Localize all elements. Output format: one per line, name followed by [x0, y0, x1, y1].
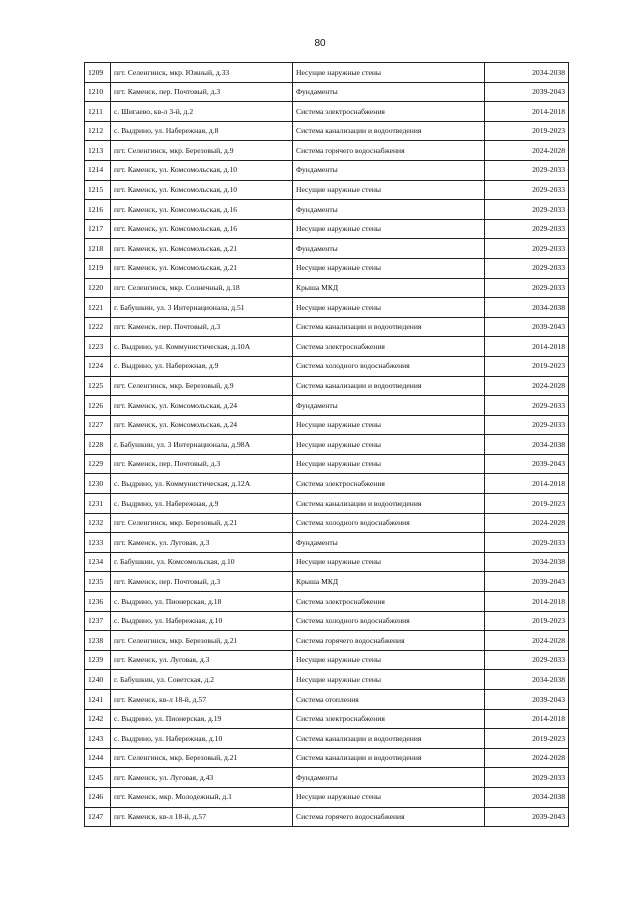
building-system-cell: Система отопления: [293, 690, 485, 710]
row-number-cell: 1247: [85, 807, 111, 827]
building-system-cell: Несущие наружные стены: [293, 219, 485, 239]
row-number-cell: 1237: [85, 611, 111, 631]
repair-period-cell: 2034-2038: [485, 298, 569, 318]
repair-period-cell: 2024-2028: [485, 631, 569, 651]
repair-period-cell: 2029-2033: [485, 768, 569, 788]
table-row: [85, 787, 569, 807]
row-number-cell: 1226: [85, 396, 111, 416]
building-system-cell: Система канализации и водоотведения: [293, 748, 485, 768]
row-number-cell: 1218: [85, 239, 111, 259]
repair-period-cell: 2014-2018: [485, 102, 569, 122]
table-row: [85, 200, 569, 220]
table-row: [85, 552, 569, 572]
repair-period-cell: 2039-2043: [485, 572, 569, 592]
row-number-cell: 1215: [85, 180, 111, 200]
table-row: [85, 317, 569, 337]
repair-period-cell: 2034-2038: [485, 552, 569, 572]
table-row: [85, 278, 569, 298]
address-cell: пгт. Каменск, пер. Почтовый, д.3: [111, 317, 293, 337]
row-number-cell: 1240: [85, 670, 111, 690]
table-row: [85, 63, 569, 83]
building-system-cell: Несущие наружные стены: [293, 552, 485, 572]
address-cell: с. Выдрино, ул. Набережная, д.8: [111, 121, 293, 141]
address-cell: с. Выдрино, ул. Пионерская, д.18: [111, 592, 293, 612]
row-number-cell: 1236: [85, 592, 111, 612]
repair-period-cell: 2039-2043: [485, 807, 569, 827]
building-system-cell: Фундаменты: [293, 396, 485, 416]
address-cell: пгт. Селенгинск, мкр. Березовый, д.21: [111, 513, 293, 533]
address-cell: пгт. Каменск, ул. Комсомольская, д.10: [111, 160, 293, 180]
repair-period-cell: 2019-2023: [485, 356, 569, 376]
repair-period-cell: 2039-2043: [485, 454, 569, 474]
repair-period-cell: 2039-2043: [485, 690, 569, 710]
address-cell: пгт. Каменск, ул. Комсомольская, д.24: [111, 396, 293, 416]
table-row: [85, 298, 569, 318]
table-row: [85, 494, 569, 514]
table-row: [85, 121, 569, 141]
table-row: [85, 533, 569, 553]
row-number-cell: 1243: [85, 729, 111, 749]
address-cell: г. Бабушкин, ул. 3 Интернационала, д.51: [111, 298, 293, 318]
table-row: [85, 474, 569, 494]
address-cell: с. Выдрино, ул. Коммунистическая, д.10А: [111, 337, 293, 357]
table-row: [85, 356, 569, 376]
repair-period-cell: 2029-2033: [485, 239, 569, 259]
repair-period-cell: 2014-2018: [485, 337, 569, 357]
building-system-cell: Несущие наружные стены: [293, 787, 485, 807]
row-number-cell: 1210: [85, 82, 111, 102]
building-system-cell: Фундаменты: [293, 200, 485, 220]
row-number-cell: 1222: [85, 317, 111, 337]
table-row: [85, 611, 569, 631]
building-system-cell: Система холодного водоснабжения: [293, 611, 485, 631]
row-number-cell: 1234: [85, 552, 111, 572]
repair-period-cell: 2034-2038: [485, 435, 569, 455]
address-cell: пгт. Каменск, пер. Почтовый, д.3: [111, 82, 293, 102]
address-cell: пгт. Селенгинск, мкр. Южный, д.33: [111, 63, 293, 83]
building-system-cell: Несущие наружные стены: [293, 435, 485, 455]
building-system-cell: Система горячего водоснабжения: [293, 807, 485, 827]
address-cell: с. Выдрино, ул. Набережная, д.10: [111, 729, 293, 749]
address-cell: с. Выдрино, ул. Пионерская, д.19: [111, 709, 293, 729]
table-row: [85, 572, 569, 592]
repair-period-cell: 2024-2028: [485, 376, 569, 396]
table-row: [85, 239, 569, 259]
building-system-cell: Система канализации и водоотведения: [293, 376, 485, 396]
address-cell: пгт. Селенгинск, мкр. Березовый, д.21: [111, 748, 293, 768]
address-cell: с. Выдрино, ул. Набережная, д.9: [111, 494, 293, 514]
row-number-cell: 1244: [85, 748, 111, 768]
row-number-cell: 1235: [85, 572, 111, 592]
table-row: [85, 592, 569, 612]
address-cell: пгт. Каменск, ул. Комсомольская, д.21: [111, 258, 293, 278]
row-number-cell: 1232: [85, 513, 111, 533]
building-system-cell: Несущие наружные стены: [293, 258, 485, 278]
repair-period-cell: 2019-2023: [485, 611, 569, 631]
address-cell: пгт. Каменск, кв-л 18-й, д.57: [111, 690, 293, 710]
address-cell: пгт. Каменск, ул. Комсомольская, д.10: [111, 180, 293, 200]
row-number-cell: 1214: [85, 160, 111, 180]
repair-period-cell: 2014-2018: [485, 474, 569, 494]
row-number-cell: 1212: [85, 121, 111, 141]
row-number-cell: 1221: [85, 298, 111, 318]
repair-period-cell: 2029-2033: [485, 200, 569, 220]
address-cell: пгт. Каменск, ул. Комсомольская, д.24: [111, 415, 293, 435]
address-cell: пгт. Каменск, пер. Почтовый, д.3: [111, 454, 293, 474]
row-number-cell: 1229: [85, 454, 111, 474]
building-system-cell: Фундаменты: [293, 239, 485, 259]
table-row: [85, 102, 569, 122]
row-number-cell: 1225: [85, 376, 111, 396]
row-number-cell: 1211: [85, 102, 111, 122]
address-cell: пгт. Каменск, ул. Луговая, д.3: [111, 650, 293, 670]
table-row: [85, 670, 569, 690]
building-system-cell: Система канализации и водоотведения: [293, 121, 485, 141]
repair-period-cell: 2029-2033: [485, 396, 569, 416]
building-system-cell: Несущие наружные стены: [293, 298, 485, 318]
building-system-cell: Система горячего водоснабжения: [293, 141, 485, 161]
address-cell: пгт. Селенгинск, мкр. Солнечный, д.18: [111, 278, 293, 298]
table-row: [85, 650, 569, 670]
repair-period-cell: 2039-2043: [485, 82, 569, 102]
table-row: [85, 376, 569, 396]
row-number-cell: 1223: [85, 337, 111, 357]
page-number: 80: [314, 38, 326, 49]
table-row: [85, 748, 569, 768]
address-cell: г. Бабушкин, ул. 3 Интернационала, д.98А: [111, 435, 293, 455]
building-system-cell: Система канализации и водоотведения: [293, 494, 485, 514]
address-cell: г. Бабушкин, ул. Комсомольская, д.10: [111, 552, 293, 572]
address-cell: с. Выдрино, ул. Коммунистическая, д.12А: [111, 474, 293, 494]
address-cell: с. Выдрино, ул. Набережная, д.9: [111, 356, 293, 376]
table-body: [85, 63, 569, 827]
row-number-cell: 1242: [85, 709, 111, 729]
repair-period-cell: 2029-2033: [485, 278, 569, 298]
row-number-cell: 1224: [85, 356, 111, 376]
table-row: [85, 219, 569, 239]
building-system-cell: Несущие наружные стены: [293, 670, 485, 690]
building-system-cell: Несущие наружные стены: [293, 63, 485, 83]
address-cell: с. Выдрино, ул. Набережная, д.10: [111, 611, 293, 631]
table-row: [85, 729, 569, 749]
address-cell: пгт. Селенгинск, мкр. Березовый, д.21: [111, 631, 293, 651]
address-cell: пгт. Селенгинск, мкр. Березовый, д.9: [111, 376, 293, 396]
building-system-cell: Крыша МКД: [293, 278, 485, 298]
building-system-cell: Система холодного водоснабжения: [293, 356, 485, 376]
row-number-cell: 1241: [85, 690, 111, 710]
repair-period-cell: 2029-2033: [485, 533, 569, 553]
repair-period-cell: 2034-2038: [485, 670, 569, 690]
row-number-cell: 1228: [85, 435, 111, 455]
address-cell: пгт. Каменск, кв-л 18-й, д.57: [111, 807, 293, 827]
repair-period-cell: 2029-2033: [485, 160, 569, 180]
row-number-cell: 1238: [85, 631, 111, 651]
address-cell: пгт. Каменск, ул. Комсомольская, д.16: [111, 200, 293, 220]
address-cell: пгт. Каменск, ул. Луговая, д.43: [111, 768, 293, 788]
row-number-cell: 1219: [85, 258, 111, 278]
building-system-cell: Крыша МКД: [293, 572, 485, 592]
building-system-cell: Несущие наружные стены: [293, 650, 485, 670]
repair-period-cell: 2014-2018: [485, 592, 569, 612]
table-row: [85, 415, 569, 435]
building-system-cell: Несущие наружные стены: [293, 415, 485, 435]
row-number-cell: 1231: [85, 494, 111, 514]
repair-period-cell: 2039-2043: [485, 317, 569, 337]
building-system-cell: Несущие наружные стены: [293, 180, 485, 200]
table-row: [85, 768, 569, 788]
table-row: [85, 180, 569, 200]
building-system-cell: Система горячего водоснабжения: [293, 631, 485, 651]
table-row: [85, 337, 569, 357]
address-cell: пгт. Каменск, ул. Комсомольская, д.21: [111, 239, 293, 259]
building-system-cell: Система электроснабжения: [293, 592, 485, 612]
table-row: [85, 709, 569, 729]
address-cell: пгт. Селенгинск, мкр. Березовый, д.9: [111, 141, 293, 161]
row-number-cell: 1230: [85, 474, 111, 494]
building-system-cell: Система электроснабжения: [293, 102, 485, 122]
table-row: [85, 435, 569, 455]
address-cell: пгт. Каменск, мкр. Молодежный, д.1: [111, 787, 293, 807]
row-number-cell: 1213: [85, 141, 111, 161]
repair-period-cell: 2029-2033: [485, 219, 569, 239]
building-system-cell: Система канализации и водоотведения: [293, 317, 485, 337]
building-system-cell: Фундаменты: [293, 533, 485, 553]
building-system-cell: Система холодного водоснабжения: [293, 513, 485, 533]
table-row: [85, 454, 569, 474]
table-row: [85, 631, 569, 651]
row-number-cell: 1245: [85, 768, 111, 788]
repair-period-cell: 2029-2033: [485, 180, 569, 200]
repair-period-cell: 2029-2033: [485, 415, 569, 435]
table-row: [85, 160, 569, 180]
table-row: [85, 141, 569, 161]
building-system-cell: Несущие наружные стены: [293, 454, 485, 474]
address-cell: с. Шигаево, кв-л 3-й, д.2: [111, 102, 293, 122]
repair-period-cell: 2014-2018: [485, 709, 569, 729]
repair-period-cell: 2019-2023: [485, 494, 569, 514]
address-cell: пгт. Каменск, ул. Комсомольская, д.16: [111, 219, 293, 239]
building-system-cell: Система электроснабжения: [293, 709, 485, 729]
row-number-cell: 1216: [85, 200, 111, 220]
building-system-cell: Система канализации и водоотведения: [293, 729, 485, 749]
repair-period-cell: 2019-2023: [485, 729, 569, 749]
repair-period-cell: 2034-2038: [485, 63, 569, 83]
repair-period-cell: 2029-2033: [485, 650, 569, 670]
address-cell: пгт. Каменск, пер. Почтовый, д.3: [111, 572, 293, 592]
address-cell: пгт. Каменск, ул. Луговая, д.3: [111, 533, 293, 553]
table-row: [85, 690, 569, 710]
row-number-cell: 1239: [85, 650, 111, 670]
repair-schedule-table: [84, 62, 569, 827]
row-number-cell: 1209: [85, 63, 111, 83]
repair-period-cell: 2029-2033: [485, 258, 569, 278]
address-cell: г. Бабушкин, ул. Советская, д.2: [111, 670, 293, 690]
table-row: [85, 396, 569, 416]
building-system-cell: Система электроснабжения: [293, 337, 485, 357]
table-row: [85, 807, 569, 827]
row-number-cell: 1233: [85, 533, 111, 553]
repair-period-cell: 2034-2038: [485, 787, 569, 807]
repair-period-cell: 2024-2028: [485, 513, 569, 533]
building-system-cell: Фундаменты: [293, 768, 485, 788]
row-number-cell: 1246: [85, 787, 111, 807]
building-system-cell: Фундаменты: [293, 82, 485, 102]
row-number-cell: 1227: [85, 415, 111, 435]
table-row: [85, 82, 569, 102]
row-number-cell: 1220: [85, 278, 111, 298]
building-system-cell: Система электроснабжения: [293, 474, 485, 494]
repair-period-cell: 2024-2028: [485, 748, 569, 768]
table-row: [85, 258, 569, 278]
table-row: [85, 513, 569, 533]
repair-period-cell: 2024-2028: [485, 141, 569, 161]
repair-period-cell: 2019-2023: [485, 121, 569, 141]
building-system-cell: Фундаменты: [293, 160, 485, 180]
row-number-cell: 1217: [85, 219, 111, 239]
